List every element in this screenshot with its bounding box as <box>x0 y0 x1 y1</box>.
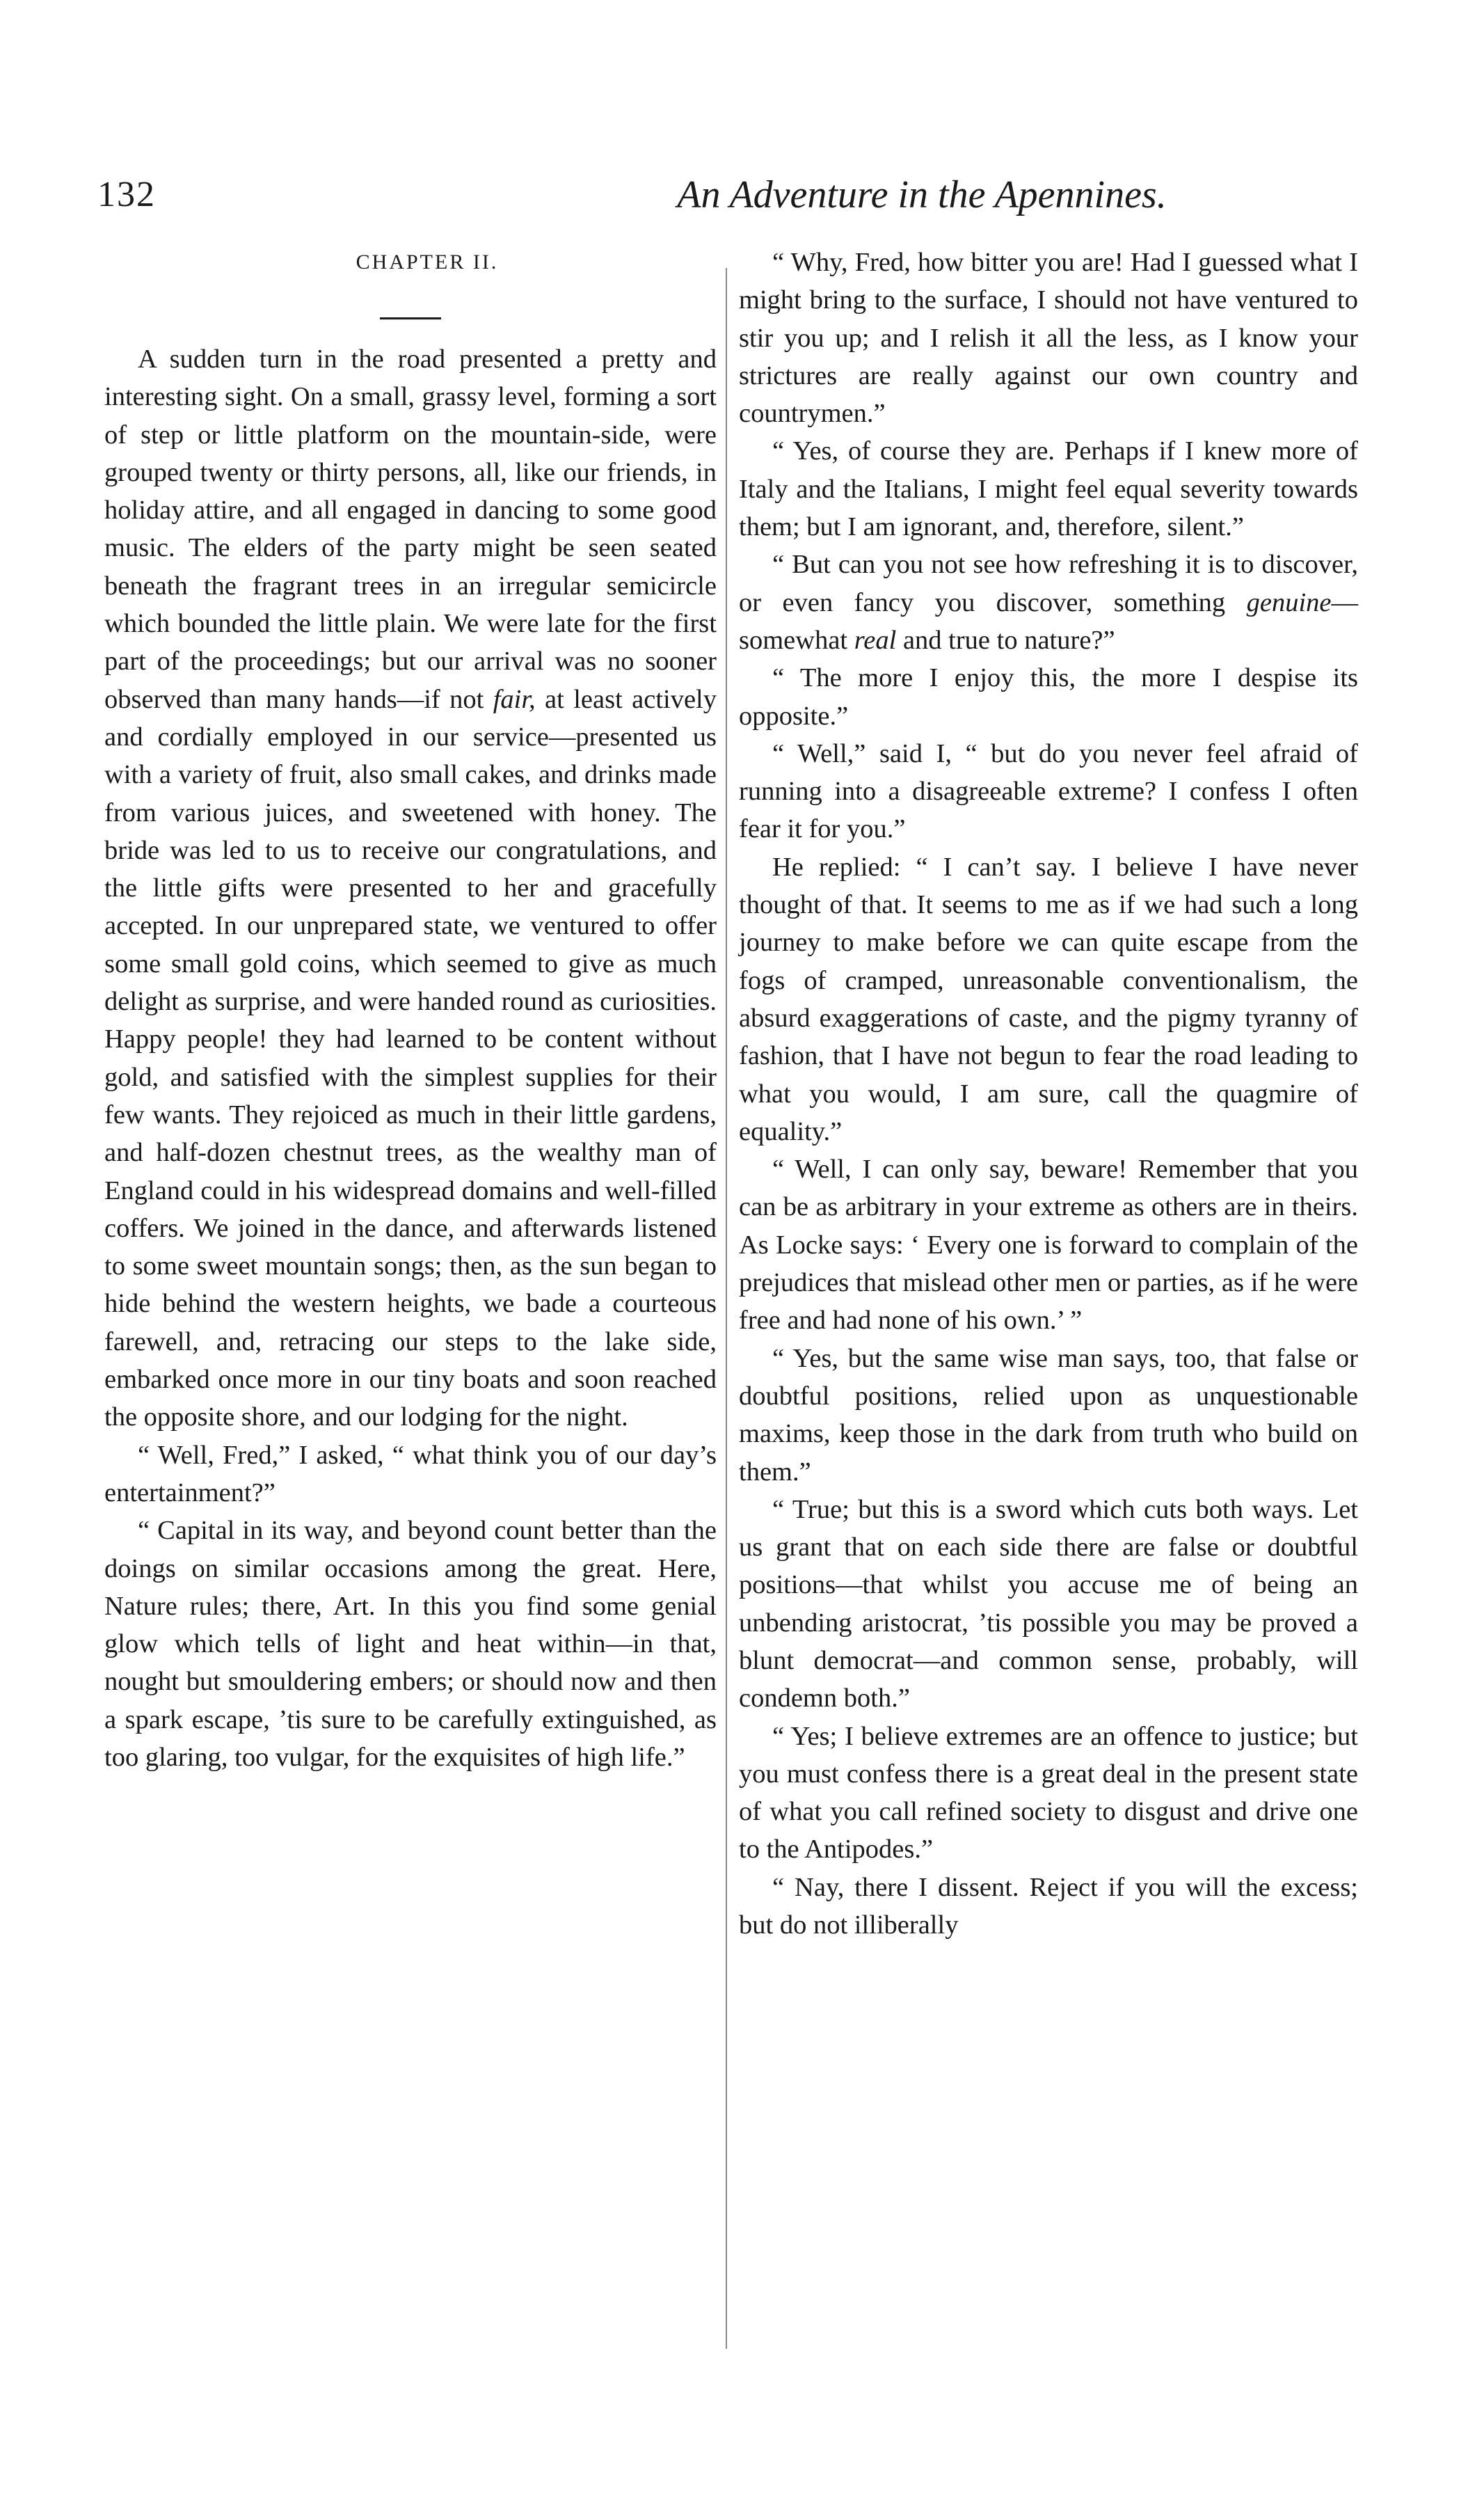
paragraph-text: and true to nature?” <box>896 625 1115 655</box>
paragraph <box>739 546 1358 659</box>
paragraph: “ Yes, but the same wise man says, too, that false or doubtful positions, relied upon as unquestionable maxims, keep those in the dark from truth who build on them.” <box>739 1343 1358 1487</box>
chapter-heading: CHAPTER II. <box>356 251 499 274</box>
chapter-heading-rule <box>380 317 441 319</box>
paragraph: “ Well, Fred,” I asked, “ what think you of our day’s entertainment?” <box>104 1440 717 1507</box>
emphasis-text: genuine <box>1246 587 1332 617</box>
paragraph: “ Capital in its way, and beyond count better than the doings on similar occasions among the great. Here, Nature rules; there, Art. In this you find some genial glow which tells of light and heat within—in that, nought but smouldering embers; or should now and then a spark escape, ’tis sure to be carefully extinguished, as too glaring, too vulgar, for the exquisites of high life.” <box>104 1516 717 1772</box>
right-column <box>739 244 1358 1944</box>
paragraph: “ Well,” said I, “ but do you never feel afraid of running into a disagreeable extreme? I confess I often fear it for you.” <box>739 738 1358 844</box>
page-number: 132 <box>97 175 156 214</box>
paragraph: “ Nay, there I dissent. Reject if you will the excess; but do not illiberally <box>739 1872 1358 1940</box>
paragraph: “ Yes; I believe extremes are an offence to justice; but you must confess there is a great deal in the present state of what you call refined society to disgust and drive one to the Antipodes.” <box>739 1721 1358 1864</box>
paragraph: “ Well, I can only say, beware! Remember that you can be as arbitrary in your extreme as others are in theirs. As Locke says: ‘ Every one is forward to complain of the prejudices that mislead other men or parties, as if he were free and had none of his own.’ ” <box>739 1155 1358 1336</box>
paragraph: He replied: “ I can’t say. I believe I have never thought of that. It seems to me as if we had such a long journey to make before we can quite escape from the fogs of cramped, unreasonable conventionalism, the absurd exaggerations of caste, and the pigmy tyranny of fashion, that I have not begun to fear the road leading to what you would, I am sure, call the quagmire of equality.” <box>739 852 1358 1146</box>
paragraph-text: A sudden turn in the road presented a pretty and interesting sight. On a small, grassy level, forming a sort of step or little platform on the mountain-side, were grouped twenty or thirty persons, all, like our friends, in holiday attire, and all engaged in dancing to some good music. The elders of the party might be seen seated beneath the fragrant trees in an irregular semicircle which bounded the little plain. We were late for the first part of the proceedings; but our arrival was no sooner observed than many hands—if not <box>104 344 717 714</box>
paragraph: “ Yes, of course they are. Perhaps if I knew more of Italy and the Italians, I might feel equal severity towards them; but I am ignorant, and, therefore, silent.” <box>739 436 1358 542</box>
left-column <box>104 244 717 1776</box>
running-title: An Adventure in the Apennines. <box>677 173 1167 216</box>
paragraph: “ The more I enjoy this, the more I despise its opposite.” <box>739 663 1358 731</box>
paragraph-text: —somewhat <box>739 587 1358 655</box>
column-divider <box>726 268 727 2349</box>
paragraph-text: “ But can you not see how refreshing it is to discover, or even fancy you discover, something <box>739 550 1358 617</box>
paragraph: “ True; but this is a sword which cuts both ways. Let us grant that on each side there are false or doubtful positions—that whilst you accuse me of being an unbending aristocrat, ’tis possible you may be proved a blunt democrat—and common sense, probably, will condemn both.” <box>739 1494 1358 1713</box>
emphasis-text: fair, <box>493 684 536 714</box>
emphasis-text: real <box>854 625 897 655</box>
paragraph-text: at least actively and cordially employed in our service—presented us with a variety of fruit, also small cakes, and drinks made from various juices, and sweetened with honey. The bride was led to us to receive our congratulations, and the little gifts were presented to her and gracefully accepted. In our unprepared state, we ventured to offer some small gold coins, which seemed to give as much delight as surprise, and were handed round as curiosities. Happy people! they had learned to be content without gold, and satisfied with the simplest supplies for their few wants. They rejoiced as much in their little gardens, and half-dozen chestnut trees, as the wealthy man of England could in his widespread domains and well-filled coffers. We joined in the dance, and afterwards listened to some sweet mountain songs; then, as the sun began to hide behind the western heights, we bade a courteous farewell, and, retracing our steps to the lake side, embarked once more in our tiny boats and soon reached the opposite shore, and our lodging for the night. <box>104 684 717 1432</box>
paragraph: “ Why, Fred, how bitter you are! Had I guessed what I might bring to the surface, I should not have ventured to stir you up; and I relish it all the less, as I know your strictures are really against our own country and countrymen.” <box>739 248 1358 429</box>
paragraph <box>104 340 717 1436</box>
